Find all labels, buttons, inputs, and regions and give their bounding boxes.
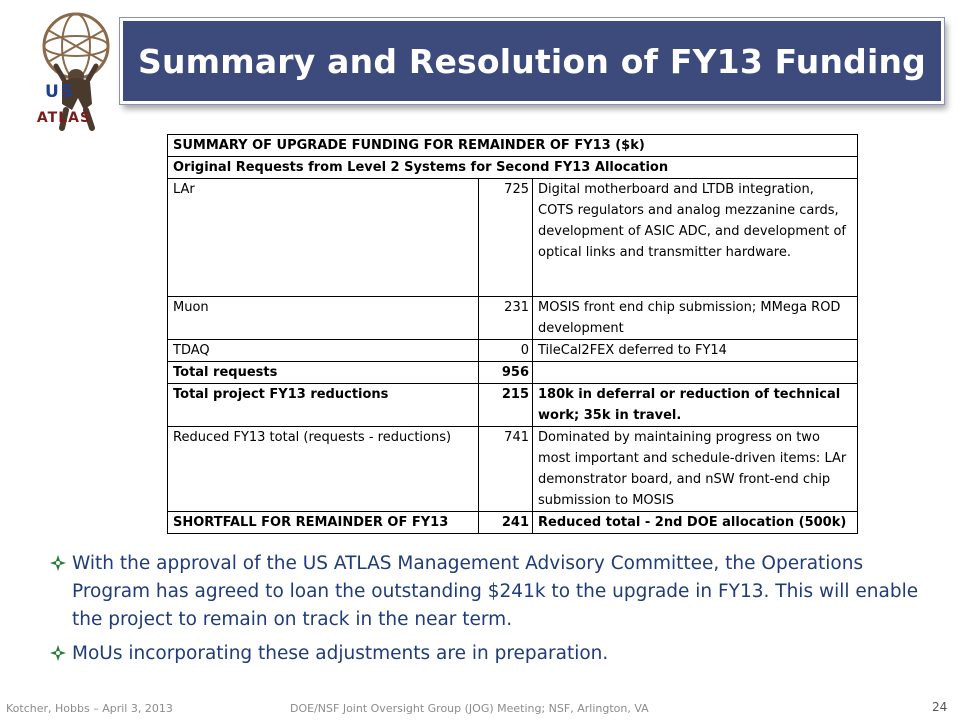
- table-row: [168, 297, 858, 340]
- row-note: MOSIS front end chip submission; MMega ROD development: [533, 297, 858, 340]
- diamond-bullet-icon: [50, 555, 66, 571]
- bullet-text: With the approval of the US ATLAS Management Advisory Committee, the Operations Program has agreed to loan the outstanding $241k to the upgrade in FY13. This will enable the project to remain on track in the near term.: [72, 553, 919, 630]
- bullet-item: [44, 550, 934, 634]
- row-value: 741: [479, 427, 533, 512]
- row-note: Dominated by maintaining progress on two most important and schedule-driven items: LAr demonstrator board, and nSW front-end chip submission to MOSIS: [533, 427, 858, 512]
- table-row: [168, 179, 858, 297]
- bullet-list: [44, 550, 934, 674]
- table-subheader-row: [168, 157, 858, 179]
- row-label: Total project FY13 reductions: [168, 384, 479, 427]
- row-note: [533, 362, 858, 384]
- table-row: [168, 427, 858, 512]
- footer-author-date: Kotcher, Hobbs – April 3, 2013: [6, 702, 173, 715]
- table-row: [168, 512, 858, 534]
- table-row: [168, 340, 858, 362]
- row-note: Digital motherboard and LTDB integration, COTS regulators and analog mezzanine cards, development of ASIC ADC, and development of optical links and transmitter hardware.: [533, 179, 858, 297]
- row-value: 241: [479, 512, 533, 534]
- row-label: SHORTFALL FOR REMAINDER OF FY13: [168, 512, 479, 534]
- table-subheader: Original Requests from Level 2 Systems for Second FY13 Allocation: [168, 157, 858, 179]
- bullet-text: MoUs incorporating these adjustments are in preparation.: [72, 643, 609, 664]
- logo-atlas-text: ATLAS: [36, 110, 92, 126]
- us-atlas-logo: [26, 6, 122, 134]
- row-value: 0: [479, 340, 533, 362]
- logo-us-text: US: [44, 82, 76, 102]
- row-label: Muon: [168, 297, 479, 340]
- row-note: 180k in deferral or reduction of technical work; 35k in travel.: [533, 384, 858, 427]
- table-row: [168, 384, 858, 427]
- row-value: 956: [479, 362, 533, 384]
- row-label: LAr: [168, 179, 479, 297]
- funding-summary-table: [167, 134, 858, 534]
- table-header: SUMMARY OF UPGRADE FUNDING FOR REMAINDER OF FY13 ($k): [168, 135, 858, 157]
- row-note: Reduced total - 2nd DOE allocation (500k): [533, 512, 858, 534]
- footer-meeting: DOE/NSF Joint Oversight Group (JOG) Meeting; NSF, Arlington, VA: [290, 702, 649, 715]
- title-banner: [120, 18, 944, 104]
- table-header-row: [168, 135, 858, 157]
- row-value: 215: [479, 384, 533, 427]
- row-label: TDAQ: [168, 340, 479, 362]
- table-row: [168, 362, 858, 384]
- page-number: 24: [932, 700, 948, 714]
- row-note: TileCal2FEX deferred to FY14: [533, 340, 858, 362]
- row-label: Reduced FY13 total (requests - reductions): [168, 427, 479, 512]
- row-label: Total requests: [168, 362, 479, 384]
- slide-title: Summary and Resolution of FY13 Funding: [138, 41, 926, 81]
- bullet-item: [44, 640, 934, 668]
- row-value: 725: [479, 179, 533, 297]
- row-value: 231: [479, 297, 533, 340]
- diamond-bullet-icon: [50, 645, 66, 661]
